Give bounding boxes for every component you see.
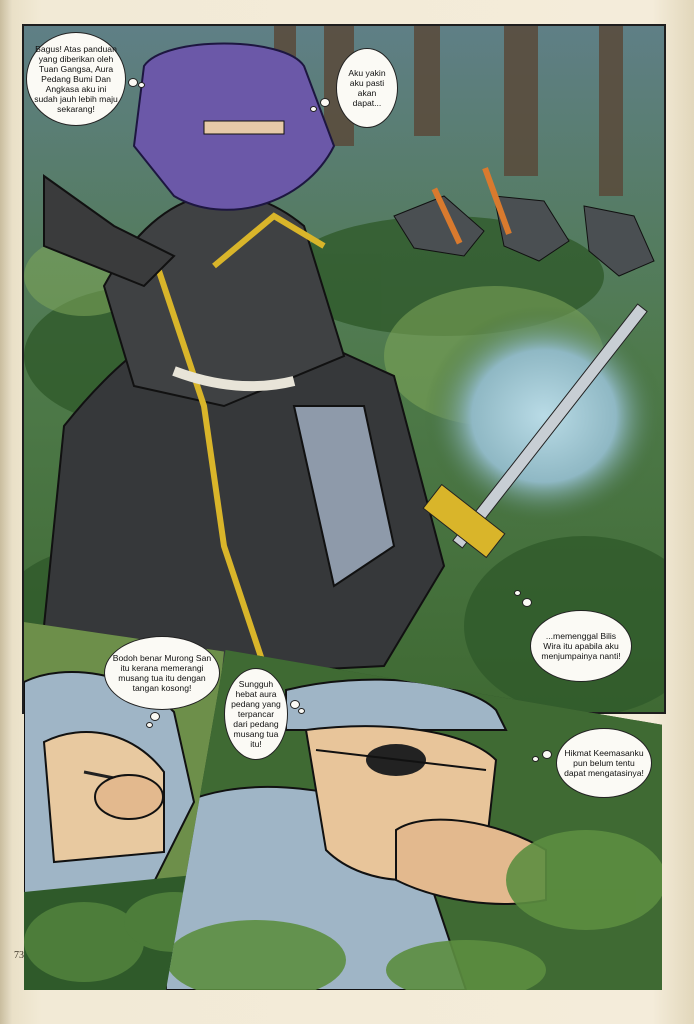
bubble-tail — [128, 78, 138, 87]
bubble-tail — [532, 756, 539, 762]
bubble-tail — [514, 590, 521, 596]
bubble-tail — [150, 712, 160, 721]
bubble-tail — [320, 98, 330, 107]
bubble-tail — [298, 708, 305, 714]
ninja-attack-illustration — [24, 26, 664, 712]
bubble-tail — [146, 722, 153, 728]
page-spine — [0, 0, 12, 1024]
bubble-tail — [542, 750, 552, 759]
thought-bubble-fool: Bodoh benar Murong San itu kerana memerangi musang tua itu dengan tangan kosong! — [104, 636, 220, 710]
thought-bubble-behead: ...memenggal Bilis Wira itu apabila aku menjumpainya nanti! — [530, 610, 632, 682]
bubble-tail — [138, 82, 145, 88]
thought-bubble-ninja: Bagus! Atas panduan yang diberikan oleh Tuan Gangsa, Aura Pedang Bumi Dan Angkasa aku ini sudah jauh lebih maju sekarang! — [26, 32, 126, 126]
thought-bubble-golden: Hikmat Keemasanku pun belum tentu dapat mengatasinya! — [556, 728, 652, 798]
thought-bubble-aura: Sungguh hebat aura pedang yang terpancar dari pedang musang tua itu! — [224, 668, 288, 760]
bubble-tail — [522, 598, 532, 607]
bubble-tail — [310, 106, 317, 112]
thought-bubble-confident: Aku yakin aku pasti akan dapat... — [336, 48, 398, 128]
page-number: 73 — [14, 950, 24, 961]
sword-aura-swoosh — [424, 306, 664, 526]
